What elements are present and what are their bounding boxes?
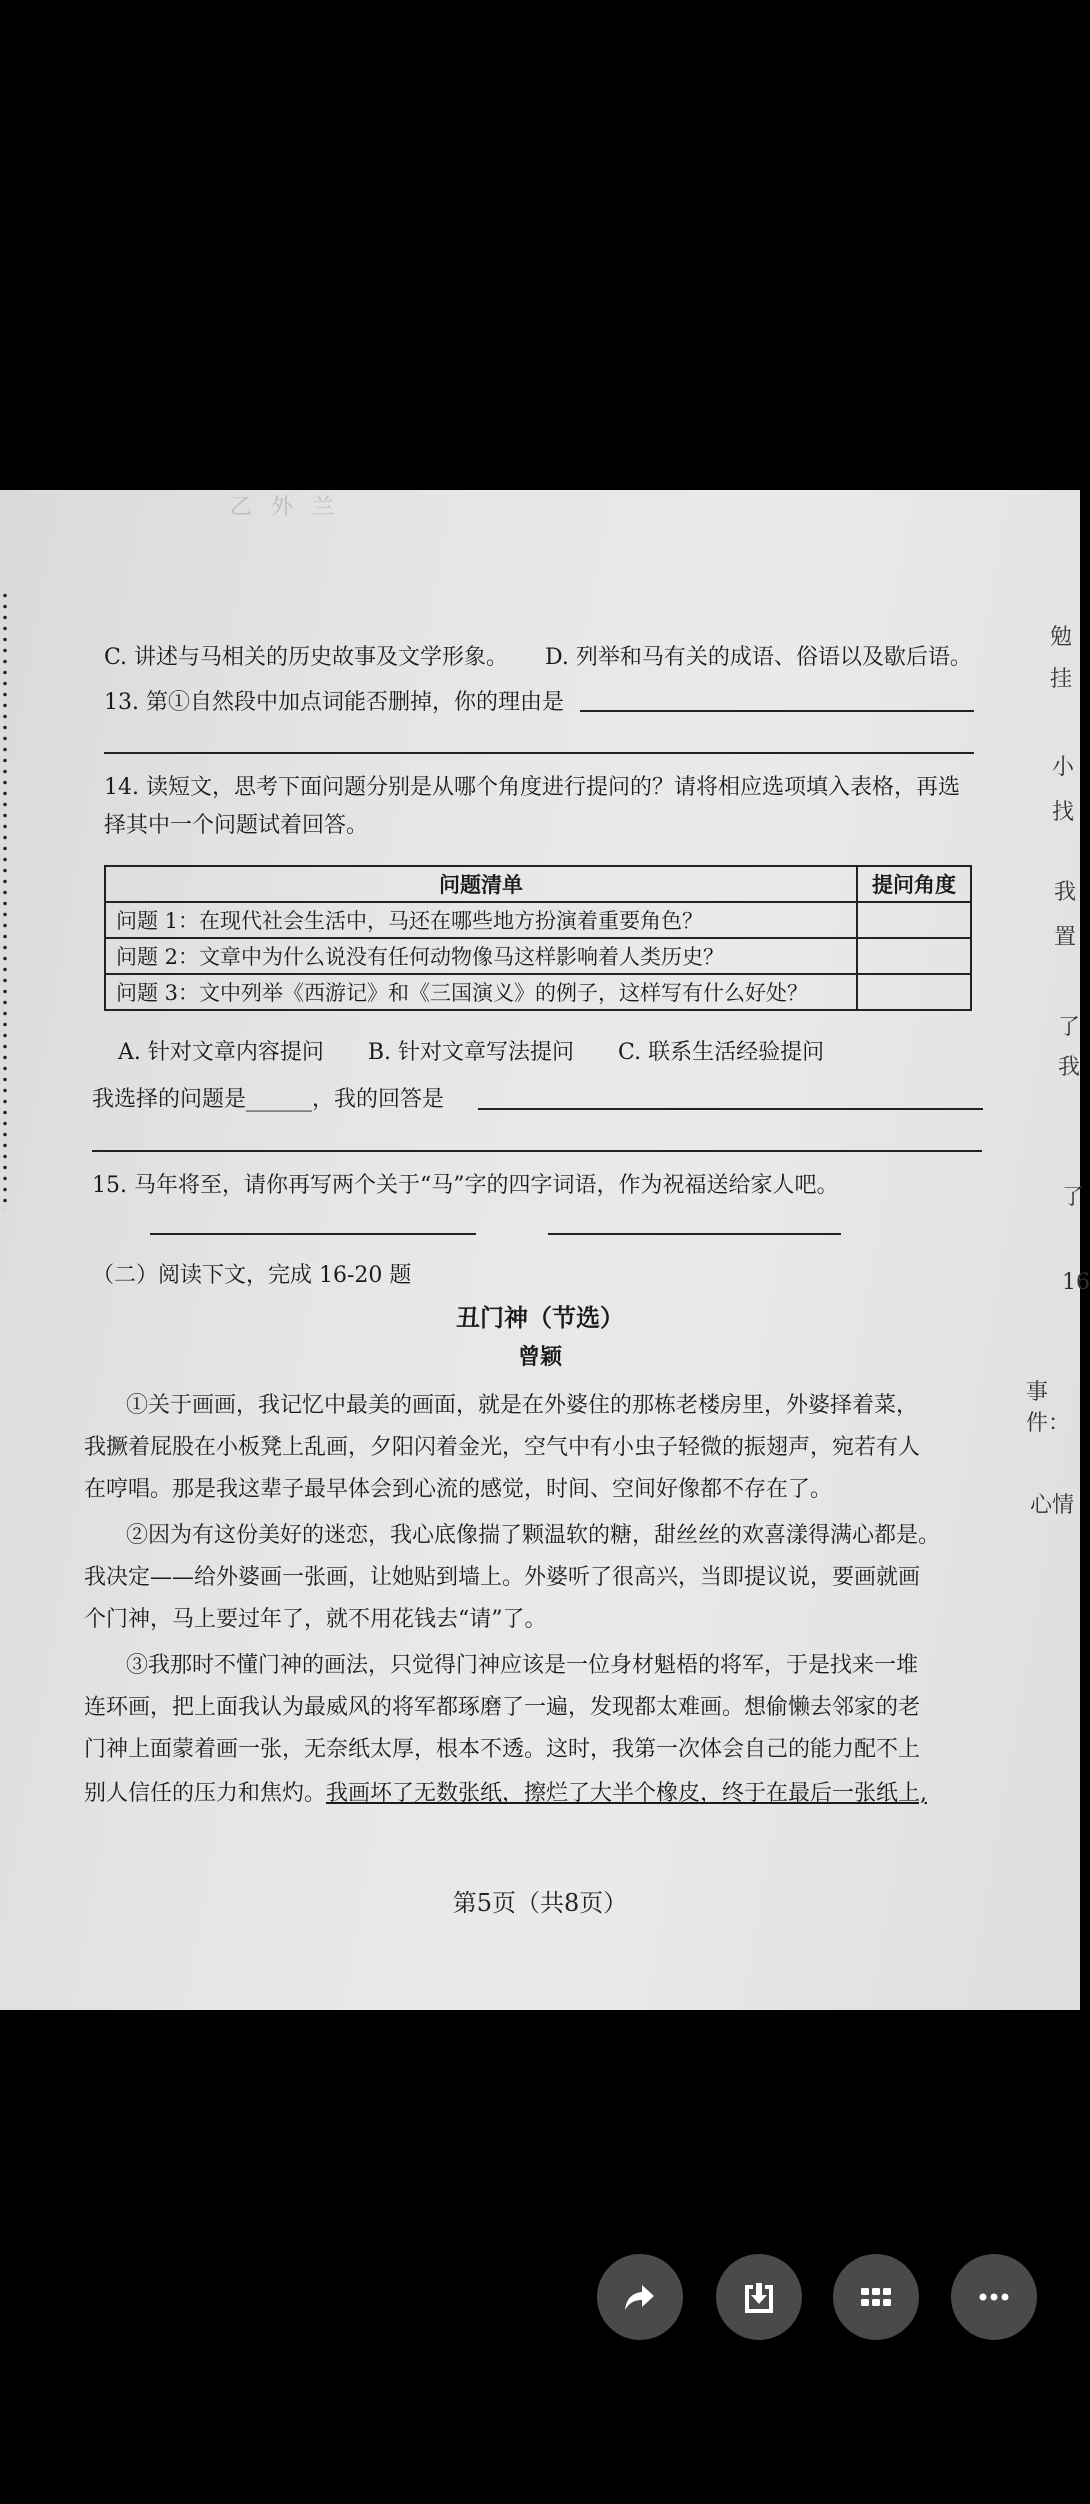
option-c: C. 讲述与马相关的历史故事及文学形象。: [104, 645, 509, 670]
question-13: 13. 第①自然段中加点词能否删掉，你的理由是: [104, 690, 564, 715]
share-button[interactable]: [597, 2254, 683, 2340]
table-row-question: 问题 2：文章中为什么说没有任何动物像马这样影响着人类历史？: [105, 938, 857, 974]
table-cell-blank: [857, 938, 971, 974]
passage-line: 连环画，把上面我认为最威风的将军都琢磨了一遍，发现都太难画。想偷懒去邻家的老: [84, 1695, 921, 1720]
question-15: 15. 马年将至，请你再写两个关于“马”字的四字词语，作为祝福送给家人吧。: [92, 1173, 839, 1198]
passage-line: 我撅着屁股在小板凳上乱画，夕阳闪着金光，空气中有小虫子轻微的振翅声，宛若有人: [84, 1435, 921, 1460]
more-icon: [974, 2277, 1014, 2317]
exam-photo: [0, 490, 1090, 2010]
option-d: D. 列举和马有关的成语、俗语以及歇后语。: [545, 645, 972, 670]
passage-title: 丑门神（节选）: [456, 1303, 624, 1332]
passage-line: [84, 1776, 927, 1807]
passage-line: 门神上面蒙着画一张，无奈纸太厚，根本不透。这时，我第一次体会自己的能力配不上: [84, 1737, 921, 1762]
passage-text: 别人信任的压力和焦灼。: [84, 1781, 327, 1806]
table-header-angle: 提问角度: [857, 866, 971, 902]
choice-line: 我选择的问题是______，我的回答是: [92, 1087, 445, 1112]
answer-line: [548, 1233, 841, 1235]
passage-line: ②因为有这份美好的迷恋，我心底像揣了颗温软的糖，甜丝丝的欢喜漾得满心都是。: [126, 1523, 941, 1548]
passage-author: 曾颖: [517, 1344, 562, 1370]
download-button[interactable]: [716, 2254, 802, 2340]
answer-line: [104, 752, 974, 754]
edge-text: 心情: [1030, 1493, 1075, 1518]
passage-line: 个门神，马上要过年了，就不用花钱去“请”了。: [84, 1607, 547, 1632]
answer-line: [478, 1108, 983, 1110]
faint-scribble: 乙 外 兰: [230, 495, 340, 520]
passage-line: 我决定——给外婆画一张画，让她贴到墙上。外婆听了很高兴，当即提议说，要画就画: [84, 1565, 921, 1590]
edge-text: 勉: [1050, 625, 1073, 650]
question-table: [104, 865, 972, 1011]
grid-icon: [856, 2277, 896, 2317]
edge-text: 挂: [1050, 667, 1073, 692]
edge-text: 了: [1058, 1015, 1081, 1040]
section-heading: （二）阅读下文，完成 16-20 题: [92, 1263, 412, 1288]
more-button[interactable]: [951, 2254, 1037, 2340]
edge-text: 16: [1062, 1270, 1090, 1295]
question-14-cont: 择其中一个问题试着回答。: [104, 813, 369, 838]
passage-line: ③我那时不懂门神的画法，只觉得门神应该是一位身材魁梧的将军，于是找来一堆: [126, 1653, 919, 1678]
edge-text: 我: [1054, 880, 1077, 905]
edge-text: 了: [1062, 1185, 1085, 1210]
table-header-question: 问题清单: [105, 866, 857, 902]
edge-text: 我: [1058, 1055, 1081, 1080]
edge-text: 找: [1052, 800, 1075, 825]
answer-line: [150, 1233, 476, 1235]
apps-grid-button[interactable]: [833, 2254, 919, 2340]
answer-options: A. 针对文章内容提问 B. 针对文章写法提问 C. 联系生活经验提问: [118, 1040, 825, 1065]
table-row-question: 问题 3：文中列举《西游记》和《三国演义》的例子，这样写有什么好处？: [105, 974, 857, 1010]
answer-line: [580, 710, 974, 712]
download-icon: [739, 2277, 779, 2317]
table-cell-blank: [857, 974, 971, 1010]
question-14: 14. 读短文，思考下面问题分别是从哪个角度进行提问的？请将相应选项填入表格，再选: [104, 775, 960, 800]
binding-holes: [0, 590, 10, 1210]
share-icon: [620, 2277, 660, 2317]
passage-line: ①关于画画，我记忆中最美的画面，就是在外婆住的那栋老楼房里，外婆择着菜，: [126, 1393, 919, 1418]
page-footer: 第5页（共8页）: [452, 1889, 628, 1917]
edge-text: 事件：: [1026, 1380, 1071, 1436]
underlined-sentence: 我画坏了无数张纸，擦烂了大半个橡皮，终于在最后一张纸上,: [326, 1781, 928, 1806]
answer-line: [92, 1150, 982, 1152]
table-cell-blank: [857, 902, 971, 938]
table-row-question: 问题 1：在现代社会生活中，马还在哪些地方扮演着重要角色？: [105, 902, 857, 938]
passage-line: 在哼唱。那是我这辈子最早体会到心流的感觉，时间、空间好像都不存在了。: [84, 1477, 833, 1502]
edge-text: 小: [1052, 755, 1075, 780]
edge-text: 置: [1054, 925, 1077, 950]
